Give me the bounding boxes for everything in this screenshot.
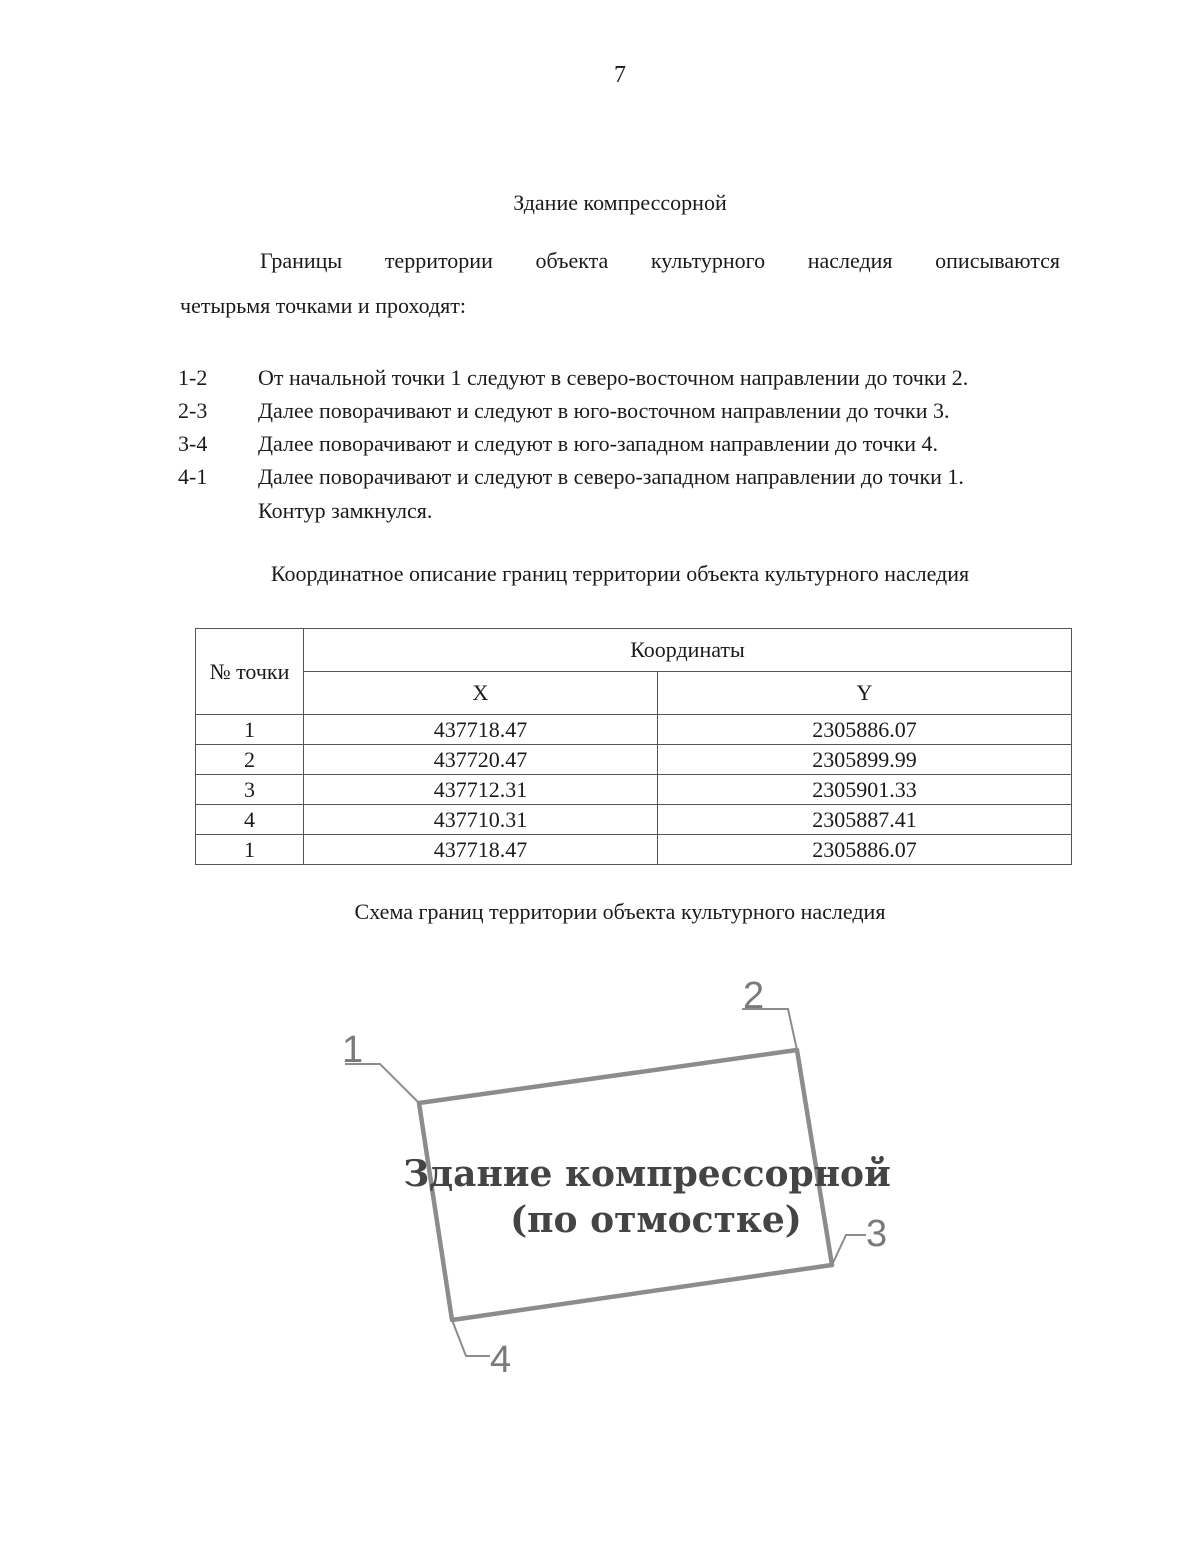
segment-code: 2-3 [178, 398, 208, 423]
cell-y: 2305887.41 [658, 805, 1072, 835]
segment-code: 1-2 [178, 365, 208, 390]
cell-y: 2305901.33 [658, 775, 1072, 805]
coordinates-table [195, 628, 1072, 865]
cell-x: 437710.31 [304, 805, 658, 835]
table-row [196, 775, 1072, 805]
cell-point: 4 [196, 805, 304, 835]
header-x: X [304, 672, 658, 715]
segment-code: 3-4 [178, 431, 208, 456]
cell-x: 437720.47 [304, 745, 658, 775]
leader-line-3 [832, 1235, 866, 1265]
scheme-caption: Схема границ территории объекта культурного наследия [354, 899, 886, 924]
cell-point: 1 [196, 835, 304, 865]
table-row [196, 805, 1072, 835]
building-note: (по отмостке) [510, 1199, 802, 1241]
cell-x: 437718.47 [304, 715, 658, 745]
segment-text: Далее поворачивают и следуют в юго-восточном направлении до точки 3. [258, 398, 950, 423]
header-y: Y [658, 672, 1072, 715]
section-title: Здание компрессорной [513, 190, 727, 215]
segment-text: От начальной точки 1 следуют в северо-восточном направлении до точки 2. [258, 365, 969, 390]
leader-line-1 [345, 1064, 419, 1103]
point-label-2: 2 [743, 975, 765, 1017]
building-outline [419, 1050, 832, 1320]
segment-text: Далее поворачивают и следуют в северо-западном направлении до точки 1. [258, 464, 964, 489]
cell-point: 1 [196, 715, 304, 745]
cell-y: 2305899.99 [658, 745, 1072, 775]
intro-paragraph-line2: четырьмя точками и проходят: [180, 293, 466, 318]
intro-word: Границы [260, 248, 343, 273]
segment-code: 4-1 [178, 464, 208, 489]
cell-x: 437718.47 [304, 835, 658, 865]
point-label-3: 3 [866, 1213, 888, 1255]
segment-text: Далее поворачивают и следуют в юго-западном направлении до точки 4. [258, 431, 938, 456]
table-row [196, 715, 1072, 745]
table-row [196, 835, 1072, 865]
building-name: Здание компрессорной [403, 1153, 891, 1195]
intro-word: территории [384, 248, 493, 273]
point-label-4: 4 [490, 1339, 512, 1381]
table-caption: Координатное описание границ территории объекта культурного наследия [270, 561, 970, 586]
point-label-1: 1 [342, 1029, 364, 1071]
cell-point: 3 [196, 775, 304, 805]
intro-word: описываются [935, 248, 1061, 273]
leader-line-4 [452, 1320, 490, 1356]
cell-y: 2305886.07 [658, 835, 1072, 865]
intro-word: культурного [650, 248, 766, 273]
header-point-number: № точки [196, 629, 304, 715]
cell-point: 2 [196, 745, 304, 775]
table-row [196, 745, 1072, 775]
cell-x: 437712.31 [304, 775, 658, 805]
leader-line-2 [742, 1009, 797, 1050]
intro-paragraph-line1 [260, 248, 1060, 274]
segment-continuation: Контур замкнулся. [258, 498, 433, 523]
header-coordinates: Координаты [304, 629, 1072, 672]
intro-word: наследия [807, 248, 893, 273]
cell-y: 2305886.07 [658, 715, 1072, 745]
intro-word: объекта [535, 248, 609, 273]
page-number: 7 [614, 62, 626, 88]
